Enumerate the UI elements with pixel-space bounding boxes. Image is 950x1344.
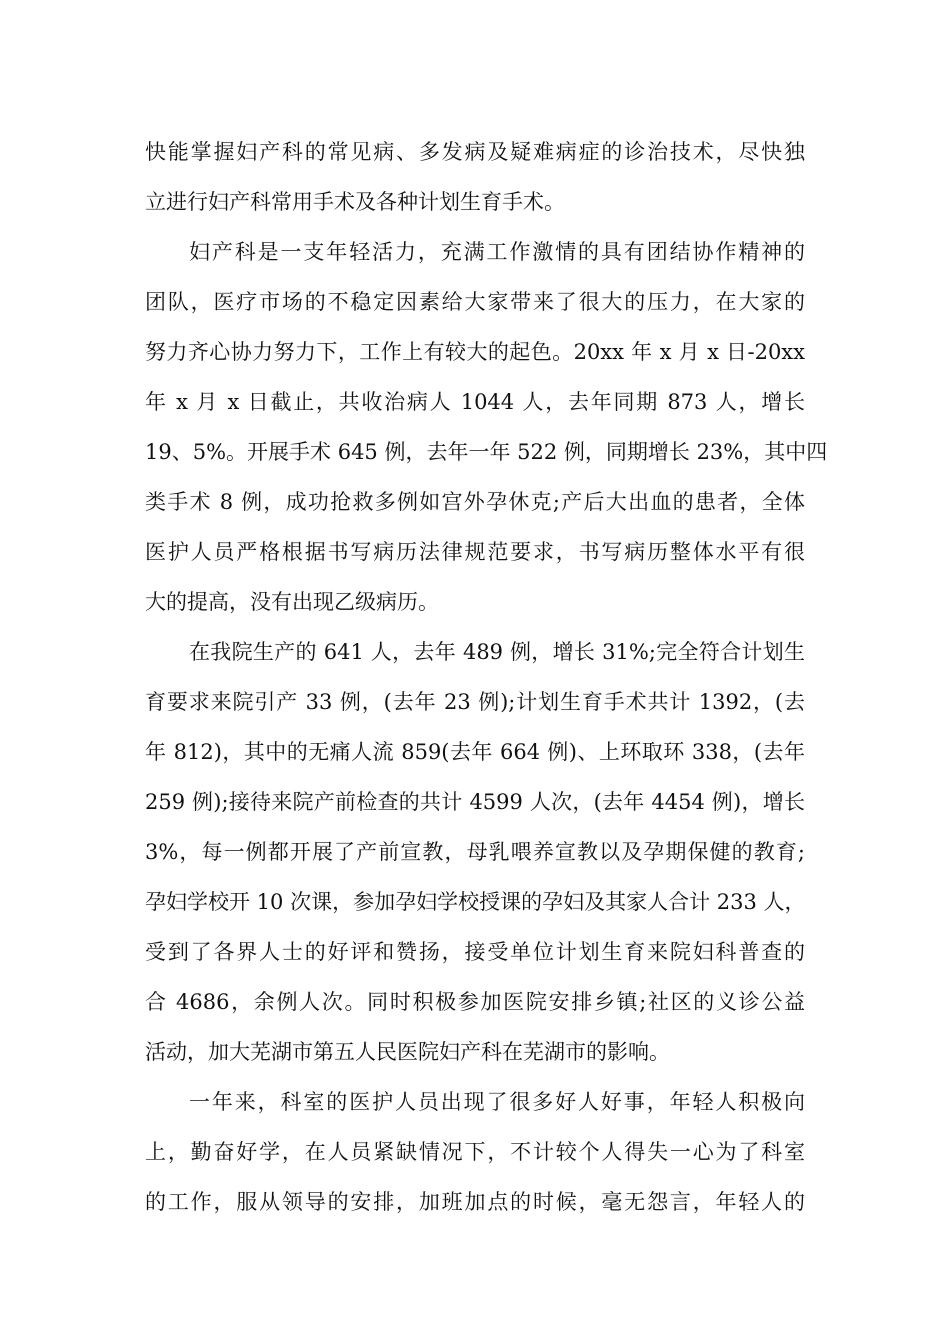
- paragraph-3-line-6: 孕妇学校开 10 次课，参加孕妇学校授课的孕妇及其家人合计 233 人，: [145, 890, 806, 914]
- paragraph-3-line-9: 活动，加大芜湖市第五人民医院妇产科在芜湖市的影响。: [145, 1040, 670, 1064]
- paragraph-2-line-3: 努力齐心协力努力下，工作上有较大的起色。20xx 年 x 月 x 日-20xx: [145, 340, 805, 364]
- paragraph-3-line-8: 合 4686，余例人次。同时积极参加医院安排乡镇;社区的义诊公益: [145, 990, 805, 1014]
- paragraph-2-line-7: 医护人员严格根据书写病历法律规范要求，书写病历整体水平有很: [145, 540, 805, 564]
- paragraph-4-line-2: 上，勤奋好学，在人员紧缺情况下，不计较个人得失一心为了科室: [145, 1140, 805, 1164]
- paragraph-3-line-4: 259 例);接待来院产前检查的共计 4599 人次，(去年 4454 例)，增长: [145, 790, 805, 814]
- paragraph-2-line-8: 大的提高，没有出现乙级病历。: [145, 590, 439, 614]
- paragraph-4-line-3: 的工作，服从领导的安排，加班加点的时候，毫无怨言，年轻人的: [145, 1190, 805, 1214]
- paragraph-2-line-2: 团队，医疗市场的不稳定因素给大家带来了很大的压力，在大家的: [145, 290, 805, 314]
- paragraph-3-line-2: 育要求来院引产 33 例，(去年 23 例);计划生育手术共计 1392，(去: [145, 690, 805, 714]
- paragraph-2-line-5: 19、5%。开展手术 645 例，去年一年 522 例，同期增长 23%，其中四: [145, 440, 828, 464]
- paragraph-3-line-7: 受到了各界人士的好评和赞扬，接受单位计划生育来院妇科普查的: [145, 940, 805, 964]
- paragraph-2-line-6: 类手术 8 例，成功抢救多例如宫外孕休克;产后大出血的患者，全体: [145, 490, 805, 514]
- paragraph-3-line-5: 3%，每一例都开展了产前宣教，母乳喂养宣教以及孕期保健的教育;: [145, 840, 805, 864]
- paragraph-3-line-1: 在我院生产的 641 人，去年 489 例，增长 31%;完全符合计划生: [189, 640, 805, 664]
- paragraph-2-line-1: 妇产科是一支年轻活力，充满工作激情的具有团结协作精神的: [189, 240, 805, 264]
- paragraph-3-line-3: 年 812)，其中的无痛人流 859(去年 664 例)、上环取环 338，(去年: [145, 740, 805, 764]
- paragraph-2-line-4: 年 x 月 x 日截止，共收治病人 1044 人，去年同期 873 人，增长: [145, 390, 805, 414]
- paragraph-1-line-1: 快能掌握妇产科的常见病、多发病及疑难病症的诊治技术，尽快独: [145, 140, 805, 164]
- paragraph-4-line-1: 一年来，科室的医护人员出现了很多好人好事，年轻人积极向: [189, 1090, 805, 1114]
- paragraph-1-line-2: 立进行妇产科常用手术及各种计划生育手术。: [145, 190, 565, 214]
